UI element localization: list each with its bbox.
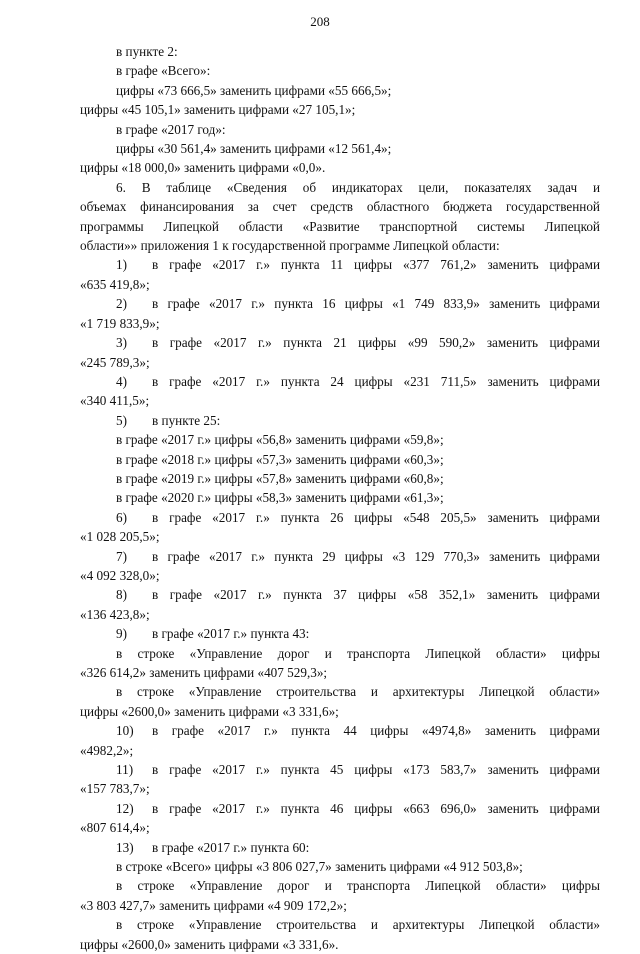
list-item-number: 12) xyxy=(116,800,134,816)
list-item-text: в графе «2017 г.» пункта 21 цифры «99 590,2» заменить цифрами xyxy=(152,335,600,351)
text-line: объемах финансирования за счет средств областного бюджета государственной xyxy=(80,199,600,215)
list-item xyxy=(80,721,600,740)
text-line: в строке «Управление строительства и архитектуры Липецкой области» xyxy=(116,917,600,933)
list-item-number: 9) xyxy=(116,626,127,642)
list-item-number: 13) xyxy=(116,839,134,855)
list-item-text: в графе «2017 г.» пункта 37 цифры «58 352,1» заменить цифрами xyxy=(152,587,600,603)
list-item-number: 2) xyxy=(116,296,127,312)
list-item-number: 7) xyxy=(116,548,127,564)
list-item xyxy=(80,411,600,430)
text-line: в графе «2019 г.» цифры «57,8» заменить цифрами «60,8»; xyxy=(116,470,444,486)
text-line: «1 719 833,9»; xyxy=(80,315,160,331)
list-item-text: в графе «2017 г.» пункта 29 цифры «3 129 770,3» заменить цифрами xyxy=(152,548,600,564)
text-line: 6. В таблице «Сведения об индикаторах цели, показателях задач и xyxy=(116,179,600,195)
list-item xyxy=(80,585,600,604)
text-line: области»» приложения 1 к государственной программе Липецкой области: xyxy=(80,238,500,254)
list-item-text: в пункте 25: xyxy=(152,412,221,428)
list-item-number: 4) xyxy=(116,373,127,389)
list-item-text: в графе «2017 г.» пункта 45 цифры «173 583,7» заменить цифрами xyxy=(152,762,600,778)
text-line: цифры «18 000,0» заменить цифрами «0,0». xyxy=(80,160,326,176)
list-item xyxy=(80,799,600,818)
list-item xyxy=(80,547,600,566)
list-item-number: 11) xyxy=(116,762,134,778)
list-item-text: в графе «2017 г.» пункта 60: xyxy=(152,839,310,855)
text-line: в графе «2018 г.» цифры «57,3» заменить цифрами «60,3»; xyxy=(116,451,444,467)
text-line: «3 803 427,7» заменить цифрами «4 909 172,2»; xyxy=(80,897,347,913)
text-line: цифры «45 105,1» заменить цифрами «27 105,1»; xyxy=(80,102,356,118)
text-line: «1 028 205,5»; xyxy=(80,529,160,545)
text-line: цифры «73 666,5» заменить цифрами «55 666,5»; xyxy=(116,82,392,98)
text-line: цифры «2600,0» заменить цифрами «3 331,6». xyxy=(80,936,339,952)
text-line: «136 423,8»; xyxy=(80,606,150,622)
list-item-number: 6) xyxy=(116,509,127,525)
text-line: в строке «Всего» цифры «3 806 027,7» заменить цифрами «4 912 503,8»; xyxy=(116,859,523,875)
list-item-number: 10) xyxy=(116,723,134,739)
list-item-text: в графе «2017 г.» пункта 43: xyxy=(152,626,310,642)
document-body xyxy=(80,42,600,954)
list-item xyxy=(80,838,600,857)
list-item-text: в графе «2017 г.» пункта 46 цифры «663 696,0» заменить цифрами xyxy=(152,800,600,816)
text-line: цифры «2600,0» заменить цифрами «3 331,6»; xyxy=(80,703,339,719)
list-item-text: в графе «2017 г.» пункта 16 цифры «1 749 833,9» заменить цифрами xyxy=(152,296,600,312)
page-number: 208 xyxy=(310,14,330,29)
list-item-number: 3) xyxy=(116,335,127,351)
text-line: «4982,2»; xyxy=(80,742,134,758)
list-item xyxy=(80,294,600,313)
list-item xyxy=(80,624,600,643)
text-line: в строке «Управление дорог и транспорта Липецкой области» цифры xyxy=(116,878,600,894)
text-line: программы Липецкой области «Развитие транспортной системы Липецкой xyxy=(80,218,600,234)
list-item-text: в графе «2017 г.» пункта 24 цифры «231 711,5» заменить цифрами xyxy=(152,373,600,389)
text-line: «4 092 328,0»; xyxy=(80,567,160,583)
list-item-text: в графе «2017 г.» пункта 11 цифры «377 761,2» заменить цифрами xyxy=(152,257,600,273)
list-item xyxy=(80,333,600,352)
text-line: в строке «Управление строительства и архитектуры Липецкой области» xyxy=(116,684,600,700)
list-item xyxy=(80,372,600,391)
text-line: в пункте 2: xyxy=(116,44,178,59)
text-line: «635 419,8»; xyxy=(80,276,150,292)
text-line: «340 411,5»; xyxy=(80,393,150,409)
list-item xyxy=(80,255,600,274)
list-item-number: 5) xyxy=(116,412,127,428)
text-line: «245 789,3»; xyxy=(80,354,150,370)
text-line: «157 783,7»; xyxy=(80,781,150,797)
text-line: «326 614,2» заменить цифрами «407 529,3»; xyxy=(80,665,328,680)
text-line: в графе «2017 год»: xyxy=(116,121,226,137)
text-line: в графе «Всего»: xyxy=(116,63,211,79)
list-item-text: в графе «2017 г.» пункта 44 цифры «4974,8» заменить цифрами xyxy=(152,723,600,739)
list-item-number: 8) xyxy=(116,587,127,603)
text-line: в графе «2017 г.» цифры «56,8» заменить цифрами «59,8»; xyxy=(116,432,444,448)
text-line: «807 614,4»; xyxy=(80,820,150,836)
text-line: цифры «30 561,4» заменить цифрами «12 561,4»; xyxy=(116,141,392,157)
list-item-number: 1) xyxy=(116,257,127,273)
list-item xyxy=(80,508,600,527)
list-item xyxy=(80,760,600,779)
list-item-text: в графе «2017 г.» пункта 26 цифры «548 205,5» заменить цифрами xyxy=(152,509,600,525)
text-line: в графе «2020 г.» цифры «58,3» заменить цифрами «61,3»; xyxy=(116,490,444,506)
text-line: в строке «Управление дорог и транспорта Липецкой области» цифры xyxy=(116,645,600,661)
